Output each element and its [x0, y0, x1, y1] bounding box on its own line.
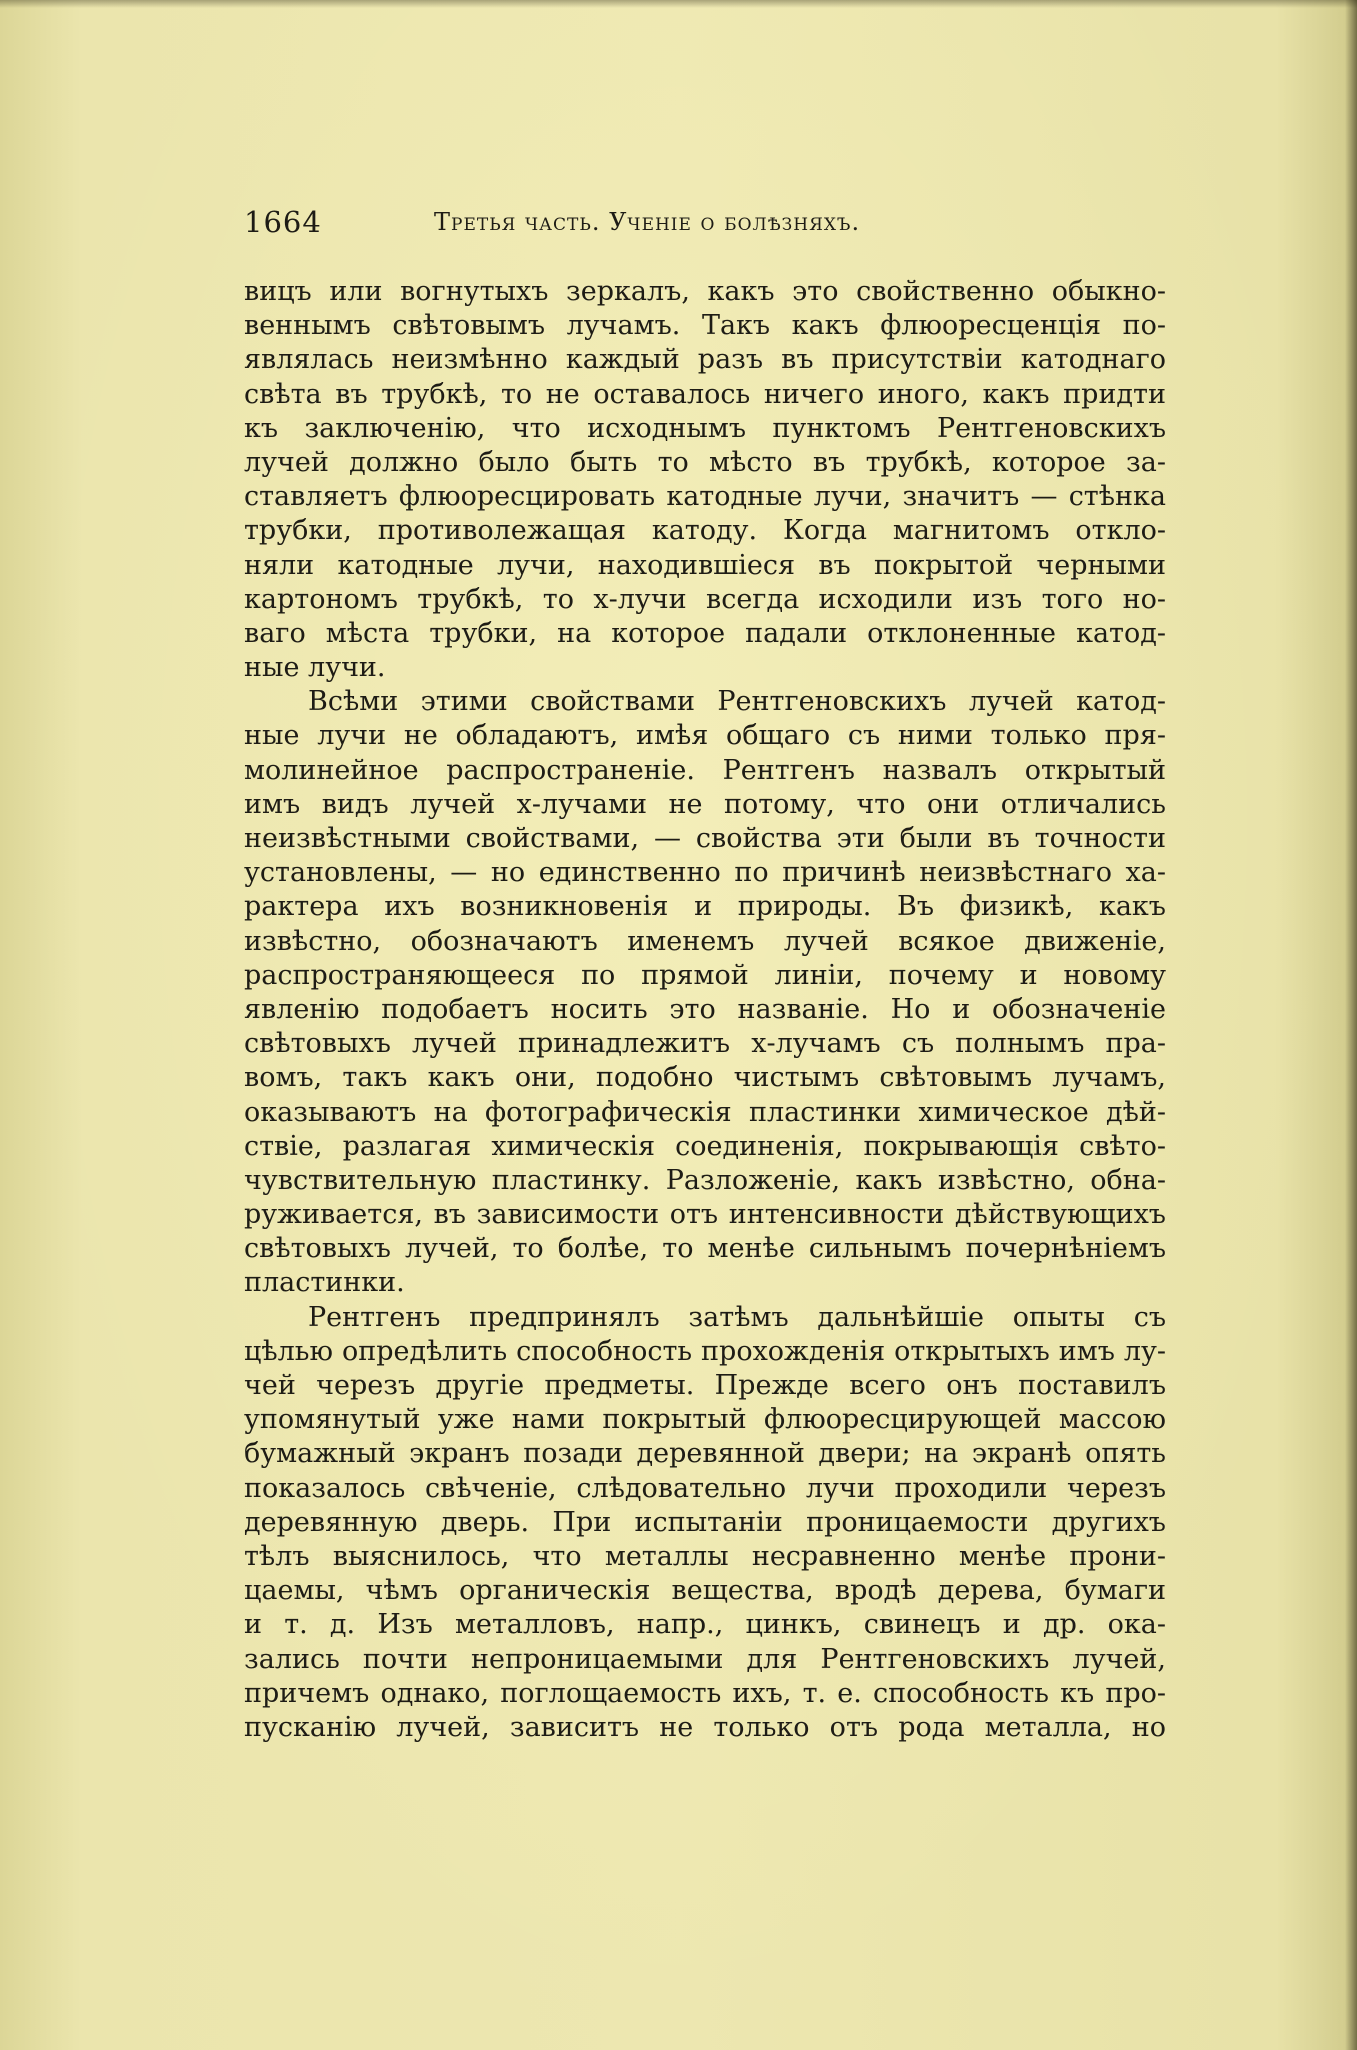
text-line: неизвѣстными свойствами, — свойства эти были въ точности [244, 823, 1166, 854]
text-line: свѣта въ трубкѣ, то не оставалось ничего иного, какъ придти [244, 378, 1166, 410]
text-line: бумажный экранъ позади деревянной двери; на экранѣ опять [244, 1438, 1166, 1470]
text-line: явленiю подобаетъ носить это названiе. Но и обозначенiе [244, 993, 1166, 1025]
text-line: установлены, — но единственно по причинѣ неизвѣстнаго ха- [244, 857, 1166, 889]
text-line: тѣлъ выяснилось, что металлы несравненно менѣе прони- [244, 1540, 1166, 1572]
text-line: рактера ихъ возникновенiя и природы. Въ физикѣ, какъ [244, 891, 1166, 923]
text-line: свѣтовыхъ лучей, то болѣе, то менѣе сильнымъ почернѣнiемъ [244, 1233, 1166, 1265]
text-line: картономъ трубкѣ, то х-лучи всегда исходили изъ того но- [244, 583, 1166, 615]
text-line: упомянутый уже нами покрытый флюоресцирующей массою [244, 1404, 1166, 1436]
text-line: веннымъ свѣтовымъ лучамъ. Такъ какъ флюоресценцiя по- [244, 310, 1166, 342]
page-spine-shadow [1345, 0, 1357, 2050]
text-line: свѣтовыхъ лучей принадлежитъ х-лучамъ съ полнымъ пра- [244, 1028, 1166, 1060]
text-line: ваго мѣста трубки, на которое падали отклоненные катод- [244, 617, 1166, 649]
page-number: 1664 [244, 205, 322, 239]
text-line: извѣстно, обозначаютъ именемъ лучей всякое движенiе, [244, 925, 1166, 957]
text-line: распространяющееся по прямой линiи, почему и новому [244, 959, 1166, 991]
text-line: оказываютъ на фотографическiя пластинки химическое дѣй- [244, 1096, 1166, 1128]
text-line: трубки, противолежащая катоду. Когда магнитомъ откло- [244, 515, 1166, 547]
text-line: ные лучи не обладаютъ, имѣя общаго съ ними только пря- [244, 720, 1166, 752]
text-line: ставляетъ флюоресцировать катодные лучи, значитъ — стѣнка [244, 481, 1166, 513]
text-line: вицъ или вогнутыхъ зеркалъ, какъ это свойственно обыкно- [244, 276, 1166, 307]
text-line: причемъ однако, поглощаемость ихъ, т. е. способность къ про- [244, 1677, 1166, 1709]
text-line: цѣлью опредѣлить способность прохожденiя открытыхъ имъ лу- [244, 1335, 1166, 1367]
text-line: лучей должно было быть то мѣсто въ трубкѣ, которое за- [244, 446, 1166, 478]
paragraph-first-line: Всѣми этими свойствами Рентгеновскихъ лучей катод- [308, 686, 1166, 718]
text-line: къ заключенiю, что исходнымъ пунктомъ Рентгеновскихъ [244, 412, 1166, 444]
page-header [244, 205, 1174, 245]
page-top-shadow [0, 0, 1357, 8]
text-line: являлась неизмѣнно каждый разъ въ присутствiи катоднаго [244, 344, 1166, 376]
text-line: вомъ, такъ какъ они, подобно чистымъ свѣтовымъ лучамъ, [244, 1062, 1166, 1094]
text-line: чей черезъ другiе предметы. Прежде всего онъ поставилъ [244, 1370, 1166, 1401]
text-line: няли катодные лучи, находившiеся въ покрытой черными [244, 549, 1166, 581]
text-line: имъ видъ лучей х-лучами не потому, что они отличались [244, 788, 1166, 820]
text-line: руживается, въ зависимости отъ интенсивности дѣйствующихъ [244, 1199, 1166, 1231]
text-line: пластинки. [244, 1267, 405, 1299]
running-head: Третья часть. Ученiе о болѣзняхъ. [434, 208, 861, 236]
text-line: и т. д. Изъ металловъ, напр., цинкъ, свинецъ и др. ока- [244, 1609, 1166, 1641]
text-line: деревянную дверь. При испытанiи проницаемости другихъ [244, 1506, 1166, 1538]
text-line: пусканiю лучей, зависитъ не только отъ рода металла, но [244, 1711, 1166, 1743]
text-line: цаемы, чѣмъ органическiя вещества, вродѣ дерева, бумаги [244, 1575, 1166, 1607]
paragraph-first-line: Рентгенъ предпринялъ затѣмъ дальнѣйшiе опыты съ [308, 1301, 1166, 1333]
body-text [244, 275, 1166, 1745]
text-line: зались почти непроницаемыми для Рентгеновскихъ лучей, [244, 1643, 1166, 1675]
text-line: молинейное распространенiе. Рентгенъ назвалъ открытый [244, 754, 1166, 786]
text-line: чувствительную пластинку. Разложенiе, какъ извѣстно, обна- [244, 1164, 1166, 1196]
text-line: показалось свѣченiе, слѣдовательно лучи проходили черезъ [244, 1472, 1166, 1504]
text-line: ствiе, разлагая химическiя соединенiя, покрывающiя свѣто- [244, 1130, 1166, 1162]
text-line: ные лучи. [244, 652, 386, 684]
